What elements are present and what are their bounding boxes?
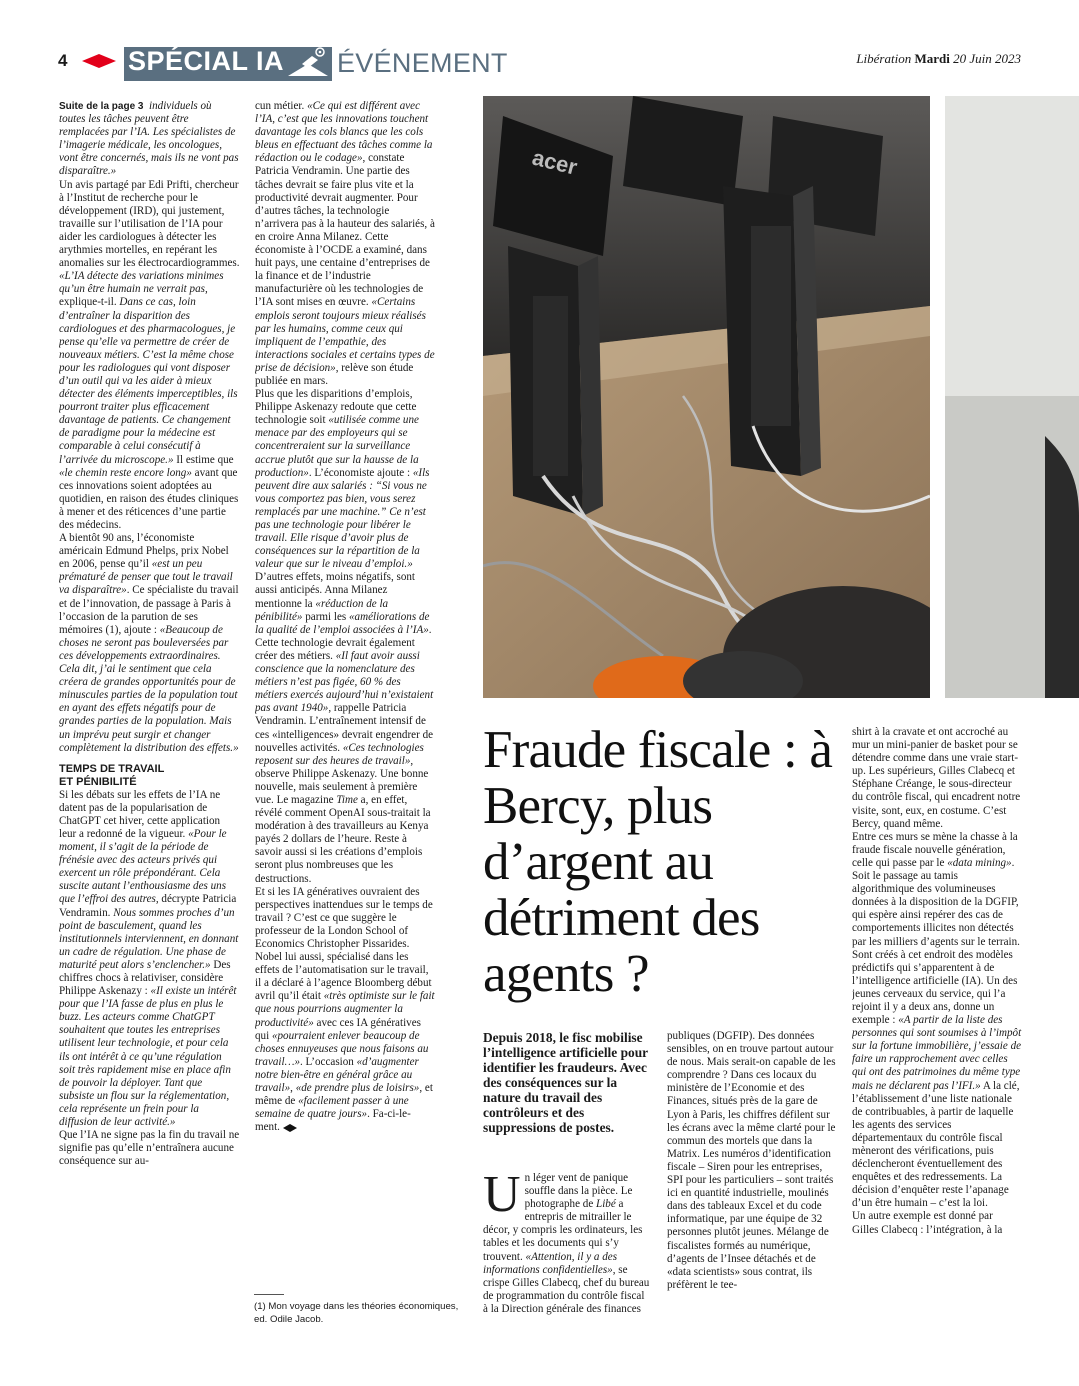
text-span: décrypte Patricia Vendramin. [59, 893, 237, 919]
quote-span: «pourraient enlever beaucoup de choses ennuyeuses que nous faisons au travail…» [255, 1029, 429, 1068]
text-span: , relève son étude publiée en mars. [255, 361, 414, 387]
issue-date: 20 Juin 2023 [953, 51, 1021, 66]
ai-hand-icon [284, 46, 332, 80]
text-span: , rappelle Patricia Vendramin. L’entraînement intensif de ces «intelligences» devrait engendrer de nouvelles activités. [255, 702, 434, 754]
continued-note: Suite de la page 3 [59, 101, 144, 112]
quote-span: «est un peu prématuré de penser que tout le travail va disparaître» [59, 558, 233, 597]
dropcap: U [483, 1172, 521, 1223]
text-span: , se crispe Gilles Clabecq, chef du bureau de programmation du contrôle fiscal à la Direction générale des finances [483, 1263, 650, 1315]
article2-standfirst: Depuis 2018, le fisc mobilise l’intelligence artificielle pour identifier les fraudeurs. Avec des conséquences sur la nature du travail des contrôleurs et des suppressions de postes. [483, 1030, 648, 1135]
article2-column-1 [483, 1172, 651, 1332]
text-span: . Ce spécialiste du travail et de l’innovation, de passage à Paris à l’occasion de la parution de ses mémoires (1), ajoute : [59, 584, 239, 636]
text-span: . L’économiste ajoute : [308, 466, 413, 479]
footnote-number: (1) [254, 1301, 269, 1312]
quote-span: «Beaucoup de choses ne seront pas bouleversées par ces développements extraordinaires. Cela dit, j’ai le sentiment que cela créera de grandes opportunités pour de minuscules parties de la population tout en ayant des effets négatifs pour de grandes parties de la population. Mais un imprévu peut surgir et changer complètement la distribution des effets.» [59, 623, 239, 754]
text-span: cun métier. [255, 100, 308, 112]
text-span: , et même de [255, 1082, 433, 1108]
quote-span: «Ce qui est différent avec l’IA, c’est que les innovations touchent davantage les cols blancs que les cols bleus en effectuant des tâches comme la rédaction ou le codage» [255, 100, 433, 165]
text-span: Plus que les disparitions d’emplois, Philippe Askenazy redoute que cette technologie soit [255, 388, 417, 427]
photo2-illustration [945, 96, 1079, 698]
text-span: shirt à la cravate et ont accroché au mur un mini-panier de basket pour se détendre comme dans une vraie start-up. Les supérieurs, Gilles Clabecq et Stéphane Créange, le sous-directeur du contrôle fiscal, qui encadrent notre visite, sont, eux, en costume. C’est Bercy, quand même. [852, 726, 1021, 830]
footnote-rule [254, 1294, 284, 1295]
issue-info [856, 51, 1021, 67]
quote-span: «Ces technologies reposent sur des heures de travail» [255, 741, 424, 767]
article2-headline: Fraude fiscale : à Bercy, plus d’argent au détriment des agents ? [483, 721, 833, 1003]
quote-span: «Il existe un intérêt pour que l’IA fasse de plus en plus le buzz. Les acteurs comme ChatGPT souhaitent que toutes les entreprises utilisent leur technologie, et pour cela ils ont intérêt à ce qu’une régulation soit très rapidement mise en place afin de pouvoir la déployer. Tant que subsiste un flou sur la réglementation, cela représente un frein pour la diffusion de leur activité.» [59, 985, 237, 1129]
text-span: individuels où toutes les tâches peuvent être remplacées par l’IA. Les spécialistes de l’imagerie médicale, les oncologues, vont être concernés, mais ils ne vont pas disparaître.» [59, 100, 239, 178]
newspaper-name: Libé [596, 1198, 616, 1211]
quote-span: «A partir de la liste des personnes qui sont soumises à l’impôt sur la fortune immobilière, j’essaie de faire un rapprochement avec celles qui ont des patrimoines du même type mais ne déclarent pas l’IFI.» [852, 1014, 1022, 1092]
text-span: parmi les [302, 610, 349, 623]
article1-column-1 [59, 100, 240, 1340]
text-span: . L’occasion [300, 1055, 357, 1068]
quote-span: «de prendre plus de loisirs» [295, 1082, 420, 1095]
text-span: A la clé, l’établissement d’une liste nationale de contribuables, à partir de laquelle les agents des services départementaux du contrôle fiscal mèneront des vérifications, puis déclencheront éventuellement des enquêtes et des redressements. La décision d’enquêter reste l’apanage d’un être humain – c’est la loi. [852, 1079, 1020, 1210]
text-span: . Cette technologie devrait également créer des métiers. [255, 623, 432, 662]
footnote [254, 1300, 464, 1326]
text-span: , constate Patricia Vendramin. Une partie des tâches devrait se faire plus vite et la productivité devrait augmenter. Pour d’autres tâches, la technologie n’arrivera pas à la hauteur des salariés, à en croire Anna Milanez. Cette économiste à l’OCDE a examiné, dans huit pays, une centaine d’entreprises de la finance et de l’industrie manufacturière où les technologies de l’IA sont mises en œuvre. [255, 152, 435, 309]
text-span: D’autres effets, moins négatifs, sont aussi anticipés. Anna Milanez mentionne la [255, 571, 416, 610]
liberation-arrow-logo [82, 54, 116, 68]
text-span: , [290, 1082, 296, 1095]
quote-span: «Pour le moment, il s’agit de la période de frénésie avec des acteurs privés qui exercent un rôle prépondérant. Cela suscite autant l’enthousiasme des uns que l’effroi des autres, [59, 827, 227, 906]
person-photo-crop [945, 96, 1079, 698]
text-span: Si les débats sur les effets de l’IA ne datent pas de la popularisation de ChatGPT cet hiver, cette application leur a redonné de la vigueur. [59, 788, 221, 840]
text-span: Un autre exemple est donné par Gilles Clabecq : l’intégration, à la [852, 1210, 1003, 1236]
text-span: a entrepris de mitrailler le décor, y compris les ordinateurs, les tables et les documents qui s’y trouvent. [483, 1198, 643, 1263]
text-span: Entre ces murs se mène la chasse à la fraude fiscale nouvelle génération, celle qui passe par le [852, 830, 1018, 869]
page-number: 4 [58, 51, 68, 70]
text-span: A bientôt 90 ans, l’économiste américain Edmund Phelps, prix Nobel en 2006, pense qu’il [59, 532, 229, 571]
quote-span: «Il faut avoir aussi conscience que la nomenclature des métiers n’est pas figée, 60 % des métiers exercés aujourd’hui n’existaient pas avant 1940» [255, 649, 434, 715]
quote-span: «L’IA détecte des variations minimes qu’un être humain ne verrait pas, [59, 270, 224, 296]
section-title: ÉVÉNEMENT [337, 48, 508, 78]
text-span: . Fa-ci-le-ment. [255, 1108, 411, 1134]
quote-span: Nous sommes proches d’un point de basculement, quand les institutionnels interviennent, en donnant un cadre de régulation. Une phase de maturité peut alors s’enclencher.» [59, 906, 239, 971]
article2-column-3 [852, 726, 1022, 1332]
issue-day: Mardi [914, 51, 950, 66]
quote-span: «Ils peuvent dire aux salariés : “Si vous ne vous comportez pas bien, vous serez remplacés par une machine.” Ce n’est pas une technologie pour libérer le travail. Elle risque d’avoir plus de conséquences sur la répartition de la valeur que sur le niveau d’emploi.» [255, 466, 430, 571]
text-span: avec ces IA génératives qui [255, 1016, 421, 1042]
text-span: , observe Philippe Askenazy. Une bonne nouvelle, mais seulement à première vue. Le magazine [255, 754, 429, 806]
text-span: explique-t-il. [59, 296, 120, 309]
quote-span: «très optimiste sur le fait que nous pourrions augmenter la productivité» [255, 990, 435, 1029]
text-span: n léger vent de panique souffle dans la pièce. Le photographe de [524, 1172, 633, 1211]
quote-span: «facilement passer à une semaine de quatre jours» [255, 1095, 409, 1121]
article1-column-2 [255, 100, 435, 1290]
text-span: Il estime que [173, 453, 234, 466]
photo-illustration [483, 96, 930, 698]
computers-photo [483, 96, 930, 698]
text-span: Que l’IA ne signe pas la fin du travail ne signifie pas qu’elle n’entraînera aucune conséquence sur au- [59, 1129, 240, 1168]
text-span: publiques (DGFIP). Des données sensibles, on en trouve partout autour de nous. Mais serait-on capable de les comprendre ? Dans ces locaux du ministère de l’Economie et des Finances, situés près de la gare de Lyon à Paris, les chiffres défilent sur les écrans avec la même clarté pour le commun des mortels que dans la Matrix. Les numéros d’identification fiscale – Siren pour les entreprises, SPI pour les particuliers – sont traités ici en quantité industrielle, moulinés dans des tableaux Excel et du code informatique, par une équipe de 32 personnes plutôt jeunes. Mélange de fiscalistes formés au numérique, d’agents de l’Insee détachés et de «data scientists» sous contrat, ils préfèrent le tee- [667, 1030, 836, 1291]
subheading: TEMPS DE TRAVAIL ET PÉNIBILITÉ [59, 762, 165, 788]
quote-span: «Certains emplois seront toujours mieux réalisés par les humains, comme ceux qui impliquent de l’empathie, des interactions sociales et certains types de prise de décision» [255, 296, 435, 374]
article2-column-2 [667, 1030, 837, 1332]
footnote-title: Mon voyage dans les théories économiques [268, 1301, 456, 1312]
quote-span: «Attention, il y a des informations confidentielles» [483, 1250, 618, 1276]
quote-span: «réduction de la pénibilité» [255, 597, 389, 623]
quote-span: «améliorations de la qualité de l’emploi associées à l’IA» [255, 610, 430, 636]
text-span: Des chiffres chocs à relativiser, considère Philippe Askenazy : [59, 958, 231, 998]
text-span: . Soit le passage au tamis algorithmique des volumineuses données à la disposition de la DGFIP, qui espère ainsi repérer des cas de comportements illicites non détectés par les milliers d’agents sur le terrain. Sont créés à cet endroit des modèles prédictifs qui s’apparentent à de l’intelligence artificielle (IA). Un des jeunes cerveaux du service, qui l’a rejoint il y a deux ans, donne un exemple : [852, 856, 1020, 1027]
quote-span: «le chemin reste encore long» [59, 466, 192, 479]
quote-span: «d’augmenter notre bien-être en général grâce au travail» [255, 1055, 419, 1095]
acer-label: acer [529, 144, 580, 180]
text-span: Et si les IA génératives ouvraient des perspectives inattendues sur le temps de travail ? C’est ce que suggère le professeur de la London School of Economics Christopher Pissarides. Nobel lui aussi, spécialisé dans les effets de l’automatisation sur le travail, il a déclaré à l’agence Bloomberg début avril qu’il était [255, 885, 433, 1003]
footnote-publisher: , ed. Odile Jacob. [254, 1301, 459, 1325]
text-span: avant que ces innovations soient adoptées au quotidien, en raison des études cliniques à mener et des réticences d’une partie des médecins. [59, 466, 239, 531]
text-span: Un avis partagé par Edi Prifti, chercheur à l’Institut de recherche pour le développement (IRD), qui justement, travaille sur l’utilisation de l’IA pour aider les cardiologues à détecter les arythmies mortelles, en repérant les anomalies sur les électrocardiogrammes. [59, 178, 240, 270]
text-span: a, en effet, révélé comment OpenAI sous-traitait la modération à des travailleurs au Kenya payés 2 dollars de l’heure. Reste à savoir aussi si les créations d’emplois seront plus nombreuses que les destructions. [255, 793, 431, 885]
end-mark-icon [283, 1124, 297, 1132]
quote-span: «data mining» [947, 856, 1012, 869]
quote-span: Dans ce cas, loin d’entraîner la disparition des cardiologues et des pharmacologues, je pense qu’elle va permettre de créer de nouveaux métiers. C’est la même chose pour les radiologues qui vont disposer d’un outil qui va les aider à mieux détecter des éléments imperceptibles, ils pourront traiter plus efficacement davantage de patients. Ce changement de paradigme pour la médecine est comparable à celui consécutif à l’arrivée du microscope.» [59, 296, 238, 466]
rubric-title: SPÉCIAL IA [128, 46, 285, 76]
brand-name: Libération [856, 51, 912, 66]
quote-span: «utilisée comme une menace par des employeurs qui se concentreraient sur la surveillance accrue plutôt que sur la hausse de la production» [255, 414, 419, 479]
magazine-name: Time [336, 793, 358, 806]
